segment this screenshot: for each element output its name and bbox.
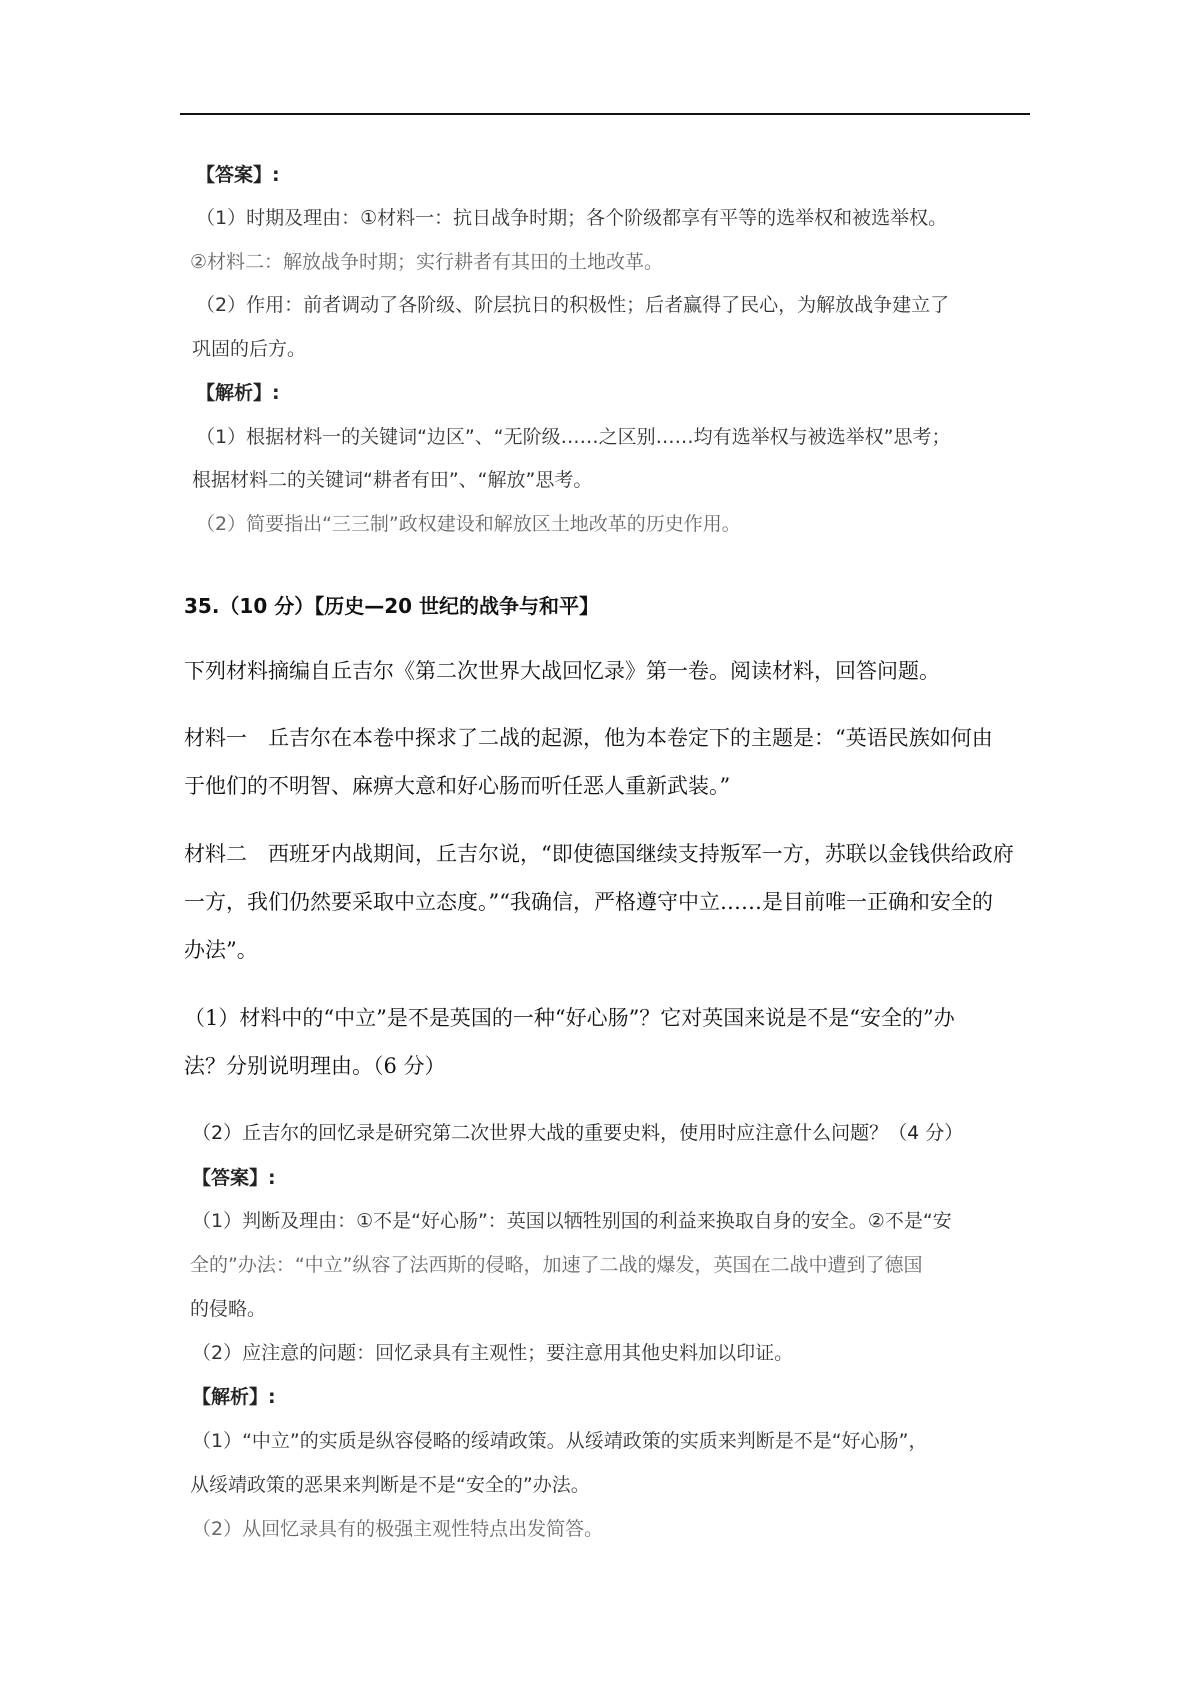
answer-line: （2）应注意的问题：回忆录具有主观性；要注意用其他史料加以印证。 xyxy=(192,1342,794,1364)
sub-question-1: （1）材料中的“中立”是不是英国的一种“好心肠”？它对英国来说是不是“安全的”办 xyxy=(184,1006,955,1030)
answer-line: （1）判断及理由：①不是“好心肠”：英国以牺牲别国的利益来换取自身的安全。②不是“安 xyxy=(192,1210,952,1232)
material-two-line: 办法”。 xyxy=(184,938,258,962)
answer-line: ②材料二：解放战争时期；实行耕者有其田的土地改革。 xyxy=(190,251,664,273)
material-two-line: 一方，我们仍然要采取中立态度。”“我确信，严格遵守中立……是目前唯一正确和安全的 xyxy=(184,890,993,914)
answer-line: 的侵略。 xyxy=(190,1298,267,1320)
answer-line: 巩固的后方。 xyxy=(192,338,307,360)
sub-question-2: （2）丘吉尔的回忆录是研究第二次世界大战的重要史料，使用时应注意什么问题？（4 分） xyxy=(192,1122,964,1144)
material-one-line: 材料一 丘吉尔在本卷中探求了二战的起源，他为本卷定下的主题是：“英语民族如何由 xyxy=(184,726,993,750)
analysis-line: 根据材料二的关键词“耕者有田”、“解放”思考。 xyxy=(192,469,593,491)
material-two-line: 材料二 西班牙内战期间，丘吉尔说，“即使德国继续支持叛军一方，苏联以金钱供给政府 xyxy=(184,842,1014,866)
analysis-line: （2）简要指出“三三制”政权建设和解放区土地改革的历史作用。 xyxy=(196,513,741,535)
answer-line: （2）作用：前者调动了各阶级、阶层抗日的积极性；后者赢得了民心，为解放战争建立了 xyxy=(196,294,950,316)
question-intro: 下列材料摘编自丘吉尔《第二次世界大战回忆录》第一卷。阅读材料，回答问题。 xyxy=(184,659,940,683)
answer-header: 【答案】: xyxy=(196,164,280,186)
question-title: 35.（10 分）【历史—20 世纪的战争与和平】 xyxy=(184,594,600,618)
analysis-header: 【解析】: xyxy=(192,1386,276,1408)
analysis-line: （2）从回忆录具有的极强主观性特点出发简答。 xyxy=(192,1518,604,1540)
analysis-header: 【解析】: xyxy=(196,382,280,404)
sub-question-1: 法？分别说明理由。（6 分） xyxy=(184,1054,446,1078)
answer-header: 【答案】: xyxy=(192,1167,276,1189)
analysis-line: 从绥靖政策的恶果来判断是不是“安全的”办法。 xyxy=(190,1474,590,1496)
analysis-line: （1）根据材料一的关键词“边区”、“无阶级……之区别……均有选举权与被选举权”思考； xyxy=(196,426,951,448)
answer-line: （1）时期及理由：①材料一：抗日战争时期；各个阶级都享有平等的选举权和被选举权。 xyxy=(196,207,948,229)
answer-line: 全的”办法：“中立”纵容了法西斯的侵略，加速了二战的爆发，英国在二战中遭到了德国 xyxy=(190,1254,923,1276)
analysis-line: （1）“中立”的实质是纵容侵略的绥靖政策。从绥靖政策的实质来判断是不是“好心肠”， xyxy=(192,1430,928,1452)
material-one-line: 于他们的不明智、麻痹大意和好心肠而听任恶人重新武装。” xyxy=(184,774,731,798)
header-rule xyxy=(180,113,1030,115)
